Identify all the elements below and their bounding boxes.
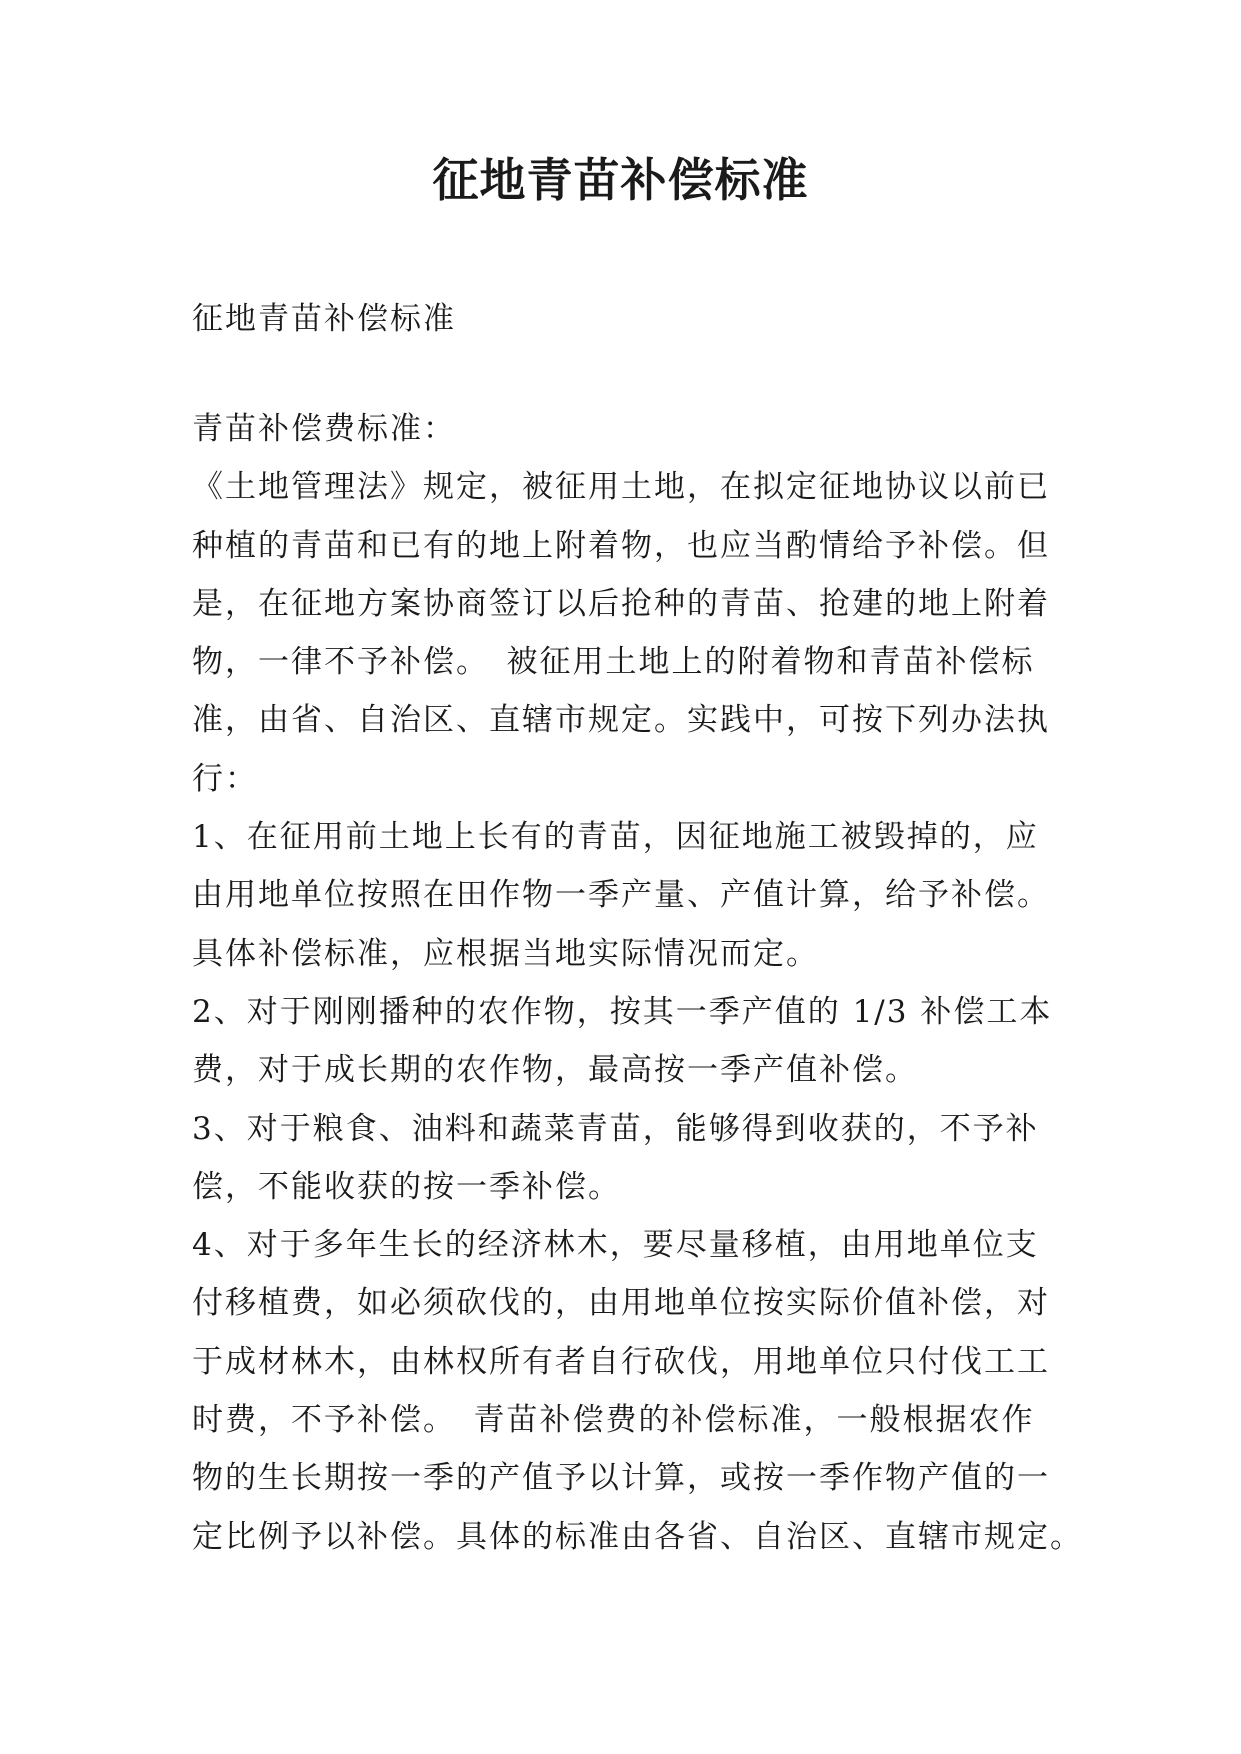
text-line: 由用地单位按照在田作物一季产量、产值计算，给予补偿。 [192,877,1050,914]
text-line: 3、对于粮食、油料和蔬菜青苗，能够得到收获的，不予补 [192,1110,1039,1147]
text-line: 准，由省、自治区、直辖市规定。实践中，可按下列办法执 [192,702,1050,739]
text-line: 1、在征用前土地上长有的青苗，因征地施工被毁掉的，应 [192,819,1039,856]
text-line: 定比例予以补偿。具体的标准由各省、自治区、直辖市规定。 [192,1518,1083,1555]
document-title: 征地青苗补偿标准 [432,153,809,207]
text-line: 具体补偿标准，应根据当地实际情况而定。 [192,935,819,972]
text-line: 费，对于成长期的农作物，最高按一季产值补偿。 [192,1052,918,1089]
text-line: 偿，不能收获的按一季补偿。 [192,1168,621,1205]
text-line: 4、对于多年生长的经济林木，要尽量移植，由用地单位支 [192,1227,1039,1264]
text-line: 是，在征地方案协商签订以后抢种的青苗、抢建的地上附着 [192,585,1050,622]
text-line: 行： [192,760,258,797]
text-line: 2、对于刚刚播种的农作物，按其一季产值的 1/3 补偿工本 [192,993,1053,1030]
document-content [192,400,1083,1566]
text-line: 于成材林木，由林权所有者自行砍伐，用地单位只付伐工工 [192,1343,1050,1380]
text-line: 时费，不予补偿。 青苗补偿费的补偿标准，一般根据农作 [192,1402,1035,1439]
text-line: 物，一律不予补偿。 被征用土地上的附着物和青苗补偿标 [192,644,1035,681]
document-body [192,290,1083,1555]
text-line: 付移植费，如必须砍伐的，由用地单位按实际价值补偿，对 [192,1285,1050,1322]
text-line: 种植的青苗和已有的地上附着物，也应当酌情给予补偿。但 [192,527,1050,564]
text-line: 青苗补偿费标准： [192,411,456,447]
document-subtitle: 征地青苗补偿标准 [192,301,456,337]
text-line: 物的生长期按一季的产值予以计算，或按一季作物产值的一 [192,1460,1050,1497]
text-line: 《土地管理法》规定，被征用土地，在拟定征地协议以前已 [192,469,1050,506]
